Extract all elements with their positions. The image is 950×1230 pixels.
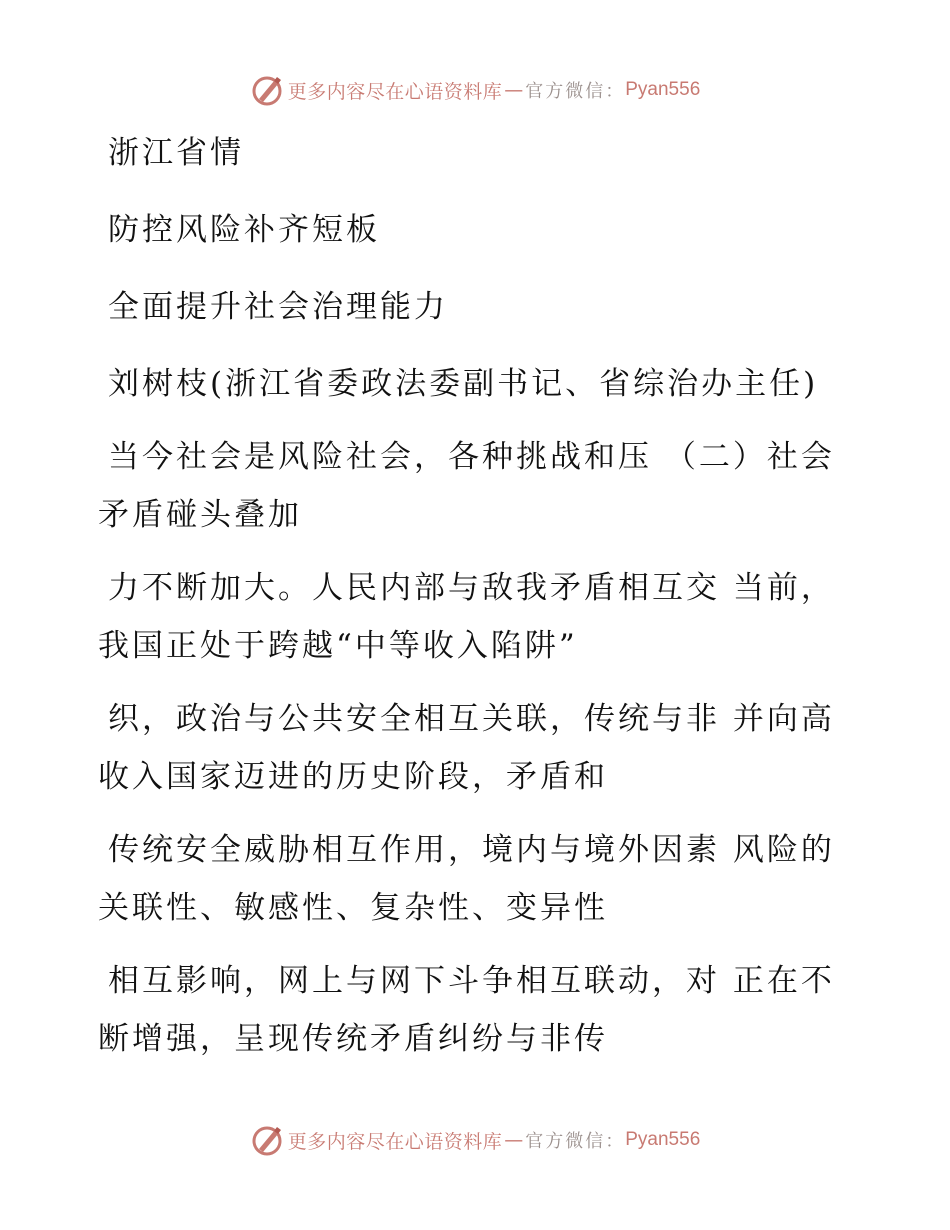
watermark-wechat-id: Pyan556 [625,1129,701,1150]
paragraph [98,559,858,675]
pen-circle-logo-icon [250,1123,284,1157]
watermark-banner-top [0,70,950,110]
paragraph-line: 织，政治与公共安全相互关联，传统与非 并向高 [108,701,835,737]
watermark-brand-text: 更多内容尽在心语资料库 [287,80,503,103]
watermark-dash: — [504,1129,524,1151]
watermark-wechat-label: 官方微信： [525,1131,626,1152]
paragraph-line: 矛盾碰头叠加 [98,497,302,533]
paragraph-line: 关联性、敏感性、复杂性、变异性 [98,890,608,926]
pen-circle-logo-icon [250,73,284,107]
paragraph-line: 断增强，呈现传统矛盾纠纷与非传 [98,1021,608,1057]
paragraph [98,690,858,806]
paragraph [98,821,858,937]
document-body [98,120,858,1068]
heading-risk-control: 防控风险补齐短板 [108,212,380,248]
paragraph-line: 传统安全威胁相互作用，境内与境外因素 风险的 [108,832,835,868]
watermark-wechat-id: Pyan556 [625,79,701,100]
paragraph [98,428,858,544]
watermark-dash: — [504,79,524,101]
heading-province: 浙江省情 [108,135,244,171]
paragraph-line: 相互影响，网上与网下斗争相互联动，对 正在不 [108,963,835,999]
watermark-banner-bottom [0,1120,950,1160]
paragraph [98,952,858,1068]
paragraph-line: 当今社会是风险社会，各种挑战和压 （二）社会 [108,439,835,475]
heading-governance: 全面提升社会治理能力 [108,289,448,325]
paragraph-line: 收入国家迈进的历史阶段，矛盾和 [98,759,608,795]
paragraph-line: 力不断加大。人民内部与敌我矛盾相互交 当前， [108,570,835,606]
watermark-brand-text: 更多内容尽在心语资料库 [287,1130,503,1153]
watermark-wechat-label: 官方微信： [525,81,626,102]
author-line: 刘树枝(浙江省委政法委副书记、省综治办主任) [108,366,819,402]
paragraph-line: 我国正处于跨越“中等收入陷阱” [98,628,578,664]
